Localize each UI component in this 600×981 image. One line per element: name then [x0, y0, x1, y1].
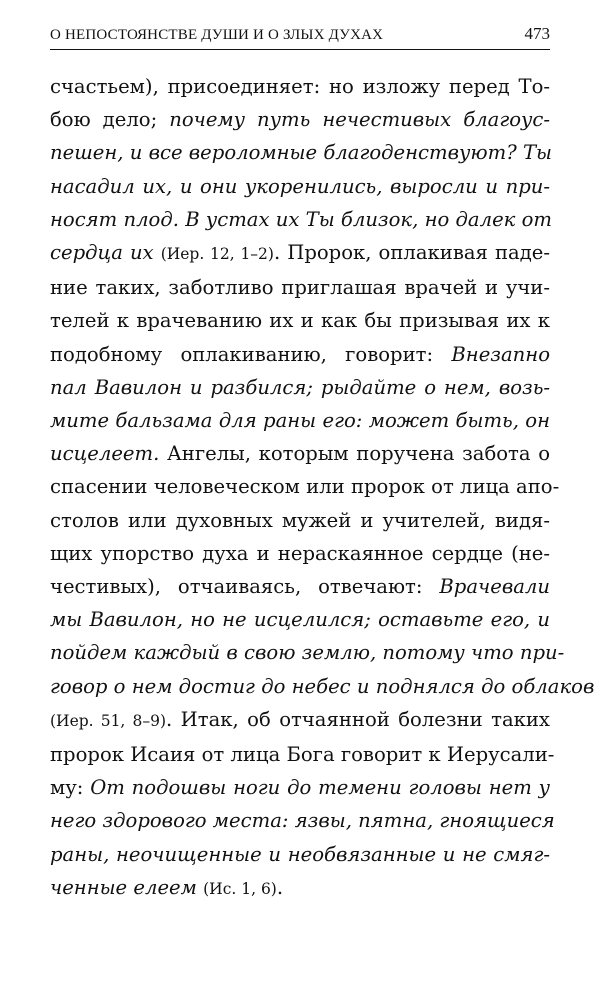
quoted-text: исцелеет. [50, 442, 160, 466]
text-segment: . Итак, об отчаянной болезни таких [166, 707, 550, 731]
text-segment: щих упорство духа и нераскаянное сердце (не- [50, 541, 550, 565]
text-segment [154, 241, 161, 264]
text-line [50, 136, 550, 169]
text-segment: бою дело; [50, 108, 170, 132]
text-line [50, 371, 550, 404]
text-line [50, 70, 550, 103]
quoted-text: раны, неочищенные и необвязанные и не смяг- [50, 842, 550, 866]
text-line [50, 838, 550, 871]
text-line [50, 236, 550, 271]
body-text [50, 70, 595, 906]
text-segment: . [276, 875, 284, 899]
quoted-text: насадил их, и они укоренились, выросли и при- [50, 174, 550, 198]
page-number: 473 [524, 24, 550, 43]
text-line [50, 338, 550, 371]
text-line [50, 771, 550, 804]
text-line [50, 470, 560, 503]
text-line [50, 437, 550, 470]
text-line [50, 871, 550, 906]
text-line [50, 570, 550, 603]
running-title: О НЕПОСТОЯНСТВЕ ДУШИ И О ЗЛЫХ ДУХАХ [50, 27, 384, 43]
quoted-text: носят плод. В устах их Ты близок, но далек от [50, 207, 552, 231]
text-segment: честивых), отчаиваясь, отвечают: [50, 575, 440, 599]
page-header [50, 24, 550, 50]
text-line [50, 271, 550, 304]
scripture-reference: (Ис. 1, 6) [203, 879, 277, 898]
text-line [50, 670, 595, 703]
text-line [50, 404, 550, 437]
quoted-text: пойдем каждый в свою землю, потому что при- [50, 641, 565, 665]
quoted-text: Внезапно [451, 342, 550, 366]
scripture-reference: (Иер. 12, 1–2) [160, 245, 274, 264]
text-segment: Ангелы, которым поручена забота о [159, 442, 550, 466]
text-line [50, 537, 550, 570]
quoted-text: мы Вавилон, но не исцелился; оставьте его, и [50, 608, 550, 632]
text-line [50, 103, 550, 136]
text-segment: спасении человеческом или пророк от лица апо- [50, 475, 560, 499]
quoted-text: сердца их [50, 241, 154, 265]
text-line [50, 504, 550, 537]
text-segment: ние таких, заботливо приглашая врачей и учи- [50, 276, 550, 300]
text-segment: телей к врачеванию их и как бы призывая их к [50, 309, 550, 333]
text-line [50, 636, 565, 669]
text-segment: подобному оплакиванию, говорит: [50, 342, 452, 366]
quoted-text: него здорового места: язвы, пятна, гноящиеся [50, 809, 555, 833]
text-line [50, 170, 550, 203]
text-line [50, 304, 550, 337]
text-segment: пророк Исаия от лица Бога говорит к Иерусали- [50, 743, 555, 767]
quoted-text: пал Вавилон и разбился; рыдайте о нем, возь- [50, 375, 550, 399]
text-line [50, 804, 555, 837]
text-segment: . Пророк, оплакивая паде- [273, 241, 550, 265]
quoted-text: пешен, и все вероломные благоденствуют? Ты [50, 141, 552, 165]
text-line [50, 203, 550, 236]
quoted-text: говор о нем достиг до небес и поднялся до облаков [50, 674, 595, 698]
quoted-text: Врачевали [439, 575, 550, 599]
quoted-text: ченные елеем [50, 875, 197, 899]
text-segment: счастьем), присоединяет: но изложу перед То- [50, 75, 550, 98]
scripture-reference: (Иер. 51, 8–9) [50, 711, 167, 730]
text-line [50, 603, 550, 636]
quoted-text: От подошвы ноги до темени головы нет у [90, 776, 550, 800]
text-segment: му: [50, 776, 91, 800]
quoted-text: мите бальзама для раны его: может быть, он [50, 409, 550, 433]
text-line [50, 738, 555, 771]
text-segment: столов или духовных мужей и учителей, видя- [50, 508, 550, 532]
text-line [50, 703, 550, 738]
quoted-text: почему путь нечестивых благоус- [169, 108, 550, 132]
